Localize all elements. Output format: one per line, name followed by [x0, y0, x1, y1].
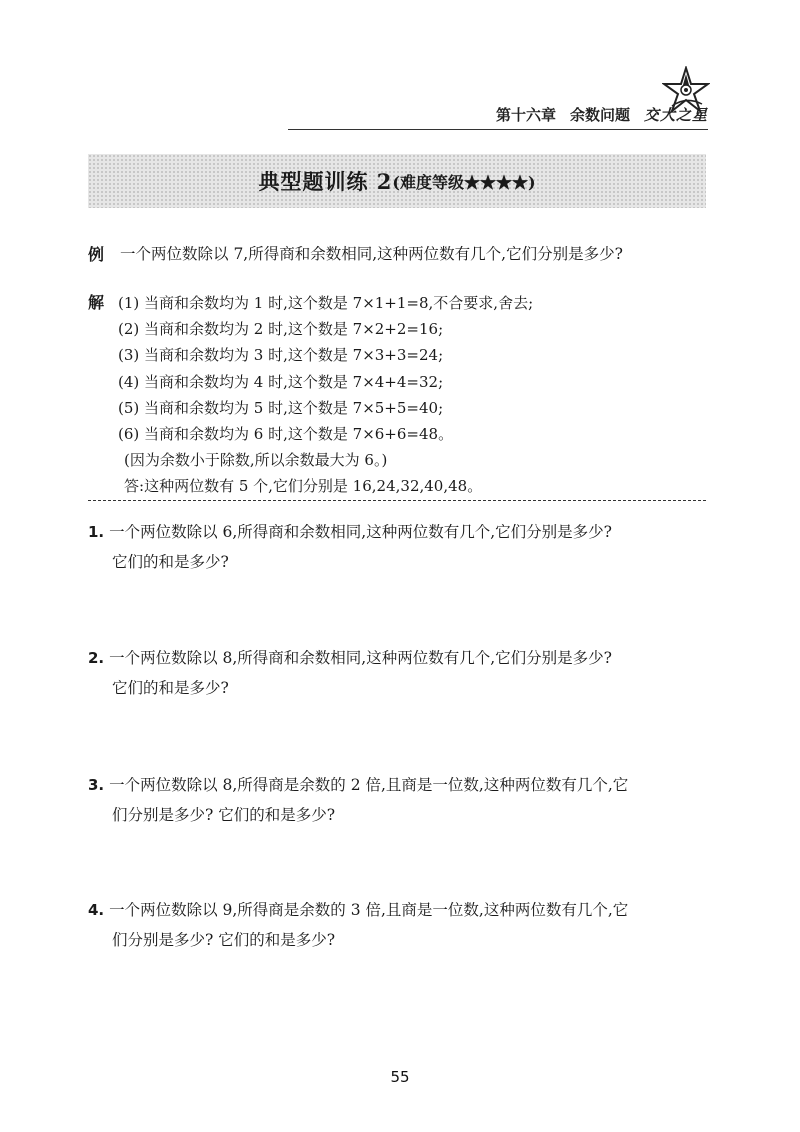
section-label: 余数问题 — [569, 106, 630, 124]
solution-note: (因为余数小于除数,所以余数最大为 6。) — [124, 451, 388, 470]
solution-line: (5) 当商和余数均为 5 时,这个数是 7×5+5=40; — [118, 398, 444, 417]
problem-text-continued: 它们的和是多少? — [112, 553, 229, 571]
running-header — [496, 104, 708, 125]
solution-answer: 答:这种两位数有 5 个,它们分别是 16,24,32,40,48。 — [124, 477, 483, 496]
problem-number: 1. — [88, 523, 105, 541]
example-block — [88, 242, 623, 265]
page-number: 55 — [390, 1068, 410, 1086]
solution-line: (4) 当商和余数均为 4 时,这个数是 7×4+4=32; — [118, 372, 444, 391]
solution-line: (2) 当商和余数均为 2 时,这个数是 7×2+2=16; — [118, 320, 444, 339]
problem-text-continued: 它们的和是多少? — [112, 679, 229, 697]
example-text: 一个两位数除以 7,所得商和余数相同,这种两位数有几个,它们分别是多少? — [120, 245, 623, 263]
problem-text: 一个两位数除以 8,所得商是余数的 2 倍,且商是一位数,这种两位数有几个,它 — [104, 776, 629, 794]
problem-text-continued: 们分别是多少? 它们的和是多少? — [112, 806, 336, 824]
problem-number: 3. — [88, 776, 105, 794]
example-label: 例 — [88, 245, 105, 264]
problem-number: 2. — [88, 649, 105, 667]
difficulty-label: (难度等级★★★★) — [392, 172, 536, 192]
solution-block — [88, 290, 533, 500]
solution-line: (3) 当商和余数均为 3 时,这个数是 7×3+3=24; — [118, 346, 444, 365]
solution-line: (6) 当商和余数均为 6 时,这个数是 7×6+6=48。 — [118, 424, 454, 443]
section-title: 典型题训练 2 — [258, 169, 393, 194]
header-rule — [288, 129, 708, 130]
problem-text: 一个两位数除以 9,所得商是余数的 3 倍,且商是一位数,这种两位数有几个,它 — [104, 901, 629, 919]
solution-label: 解 — [88, 293, 105, 312]
problem-2 — [88, 643, 713, 703]
solution-lines — [120, 290, 533, 500]
problem-number: 4. — [88, 901, 105, 919]
chapter-label: 第十六章 — [495, 106, 556, 124]
problem-text-continued: 们分别是多少? 它们的和是多少? — [112, 931, 336, 949]
solution-line: (1) 当商和余数均为 1 时,这个数是 7×1+1=8,不合要求,舍去; — [118, 294, 534, 312]
problem-3 — [88, 770, 713, 830]
problem-1 — [88, 517, 713, 577]
dashed-divider — [88, 500, 706, 501]
brand-label: 交大之星 — [643, 106, 708, 124]
problem-4 — [88, 895, 713, 955]
problem-text: 一个两位数除以 8,所得商和余数相同,这种两位数有几个,它们分别是多少? — [104, 649, 612, 667]
section-title-band — [88, 154, 706, 208]
problem-text: 一个两位数除以 6,所得商和余数相同,这种两位数有几个,它们分别是多少? — [104, 523, 612, 541]
